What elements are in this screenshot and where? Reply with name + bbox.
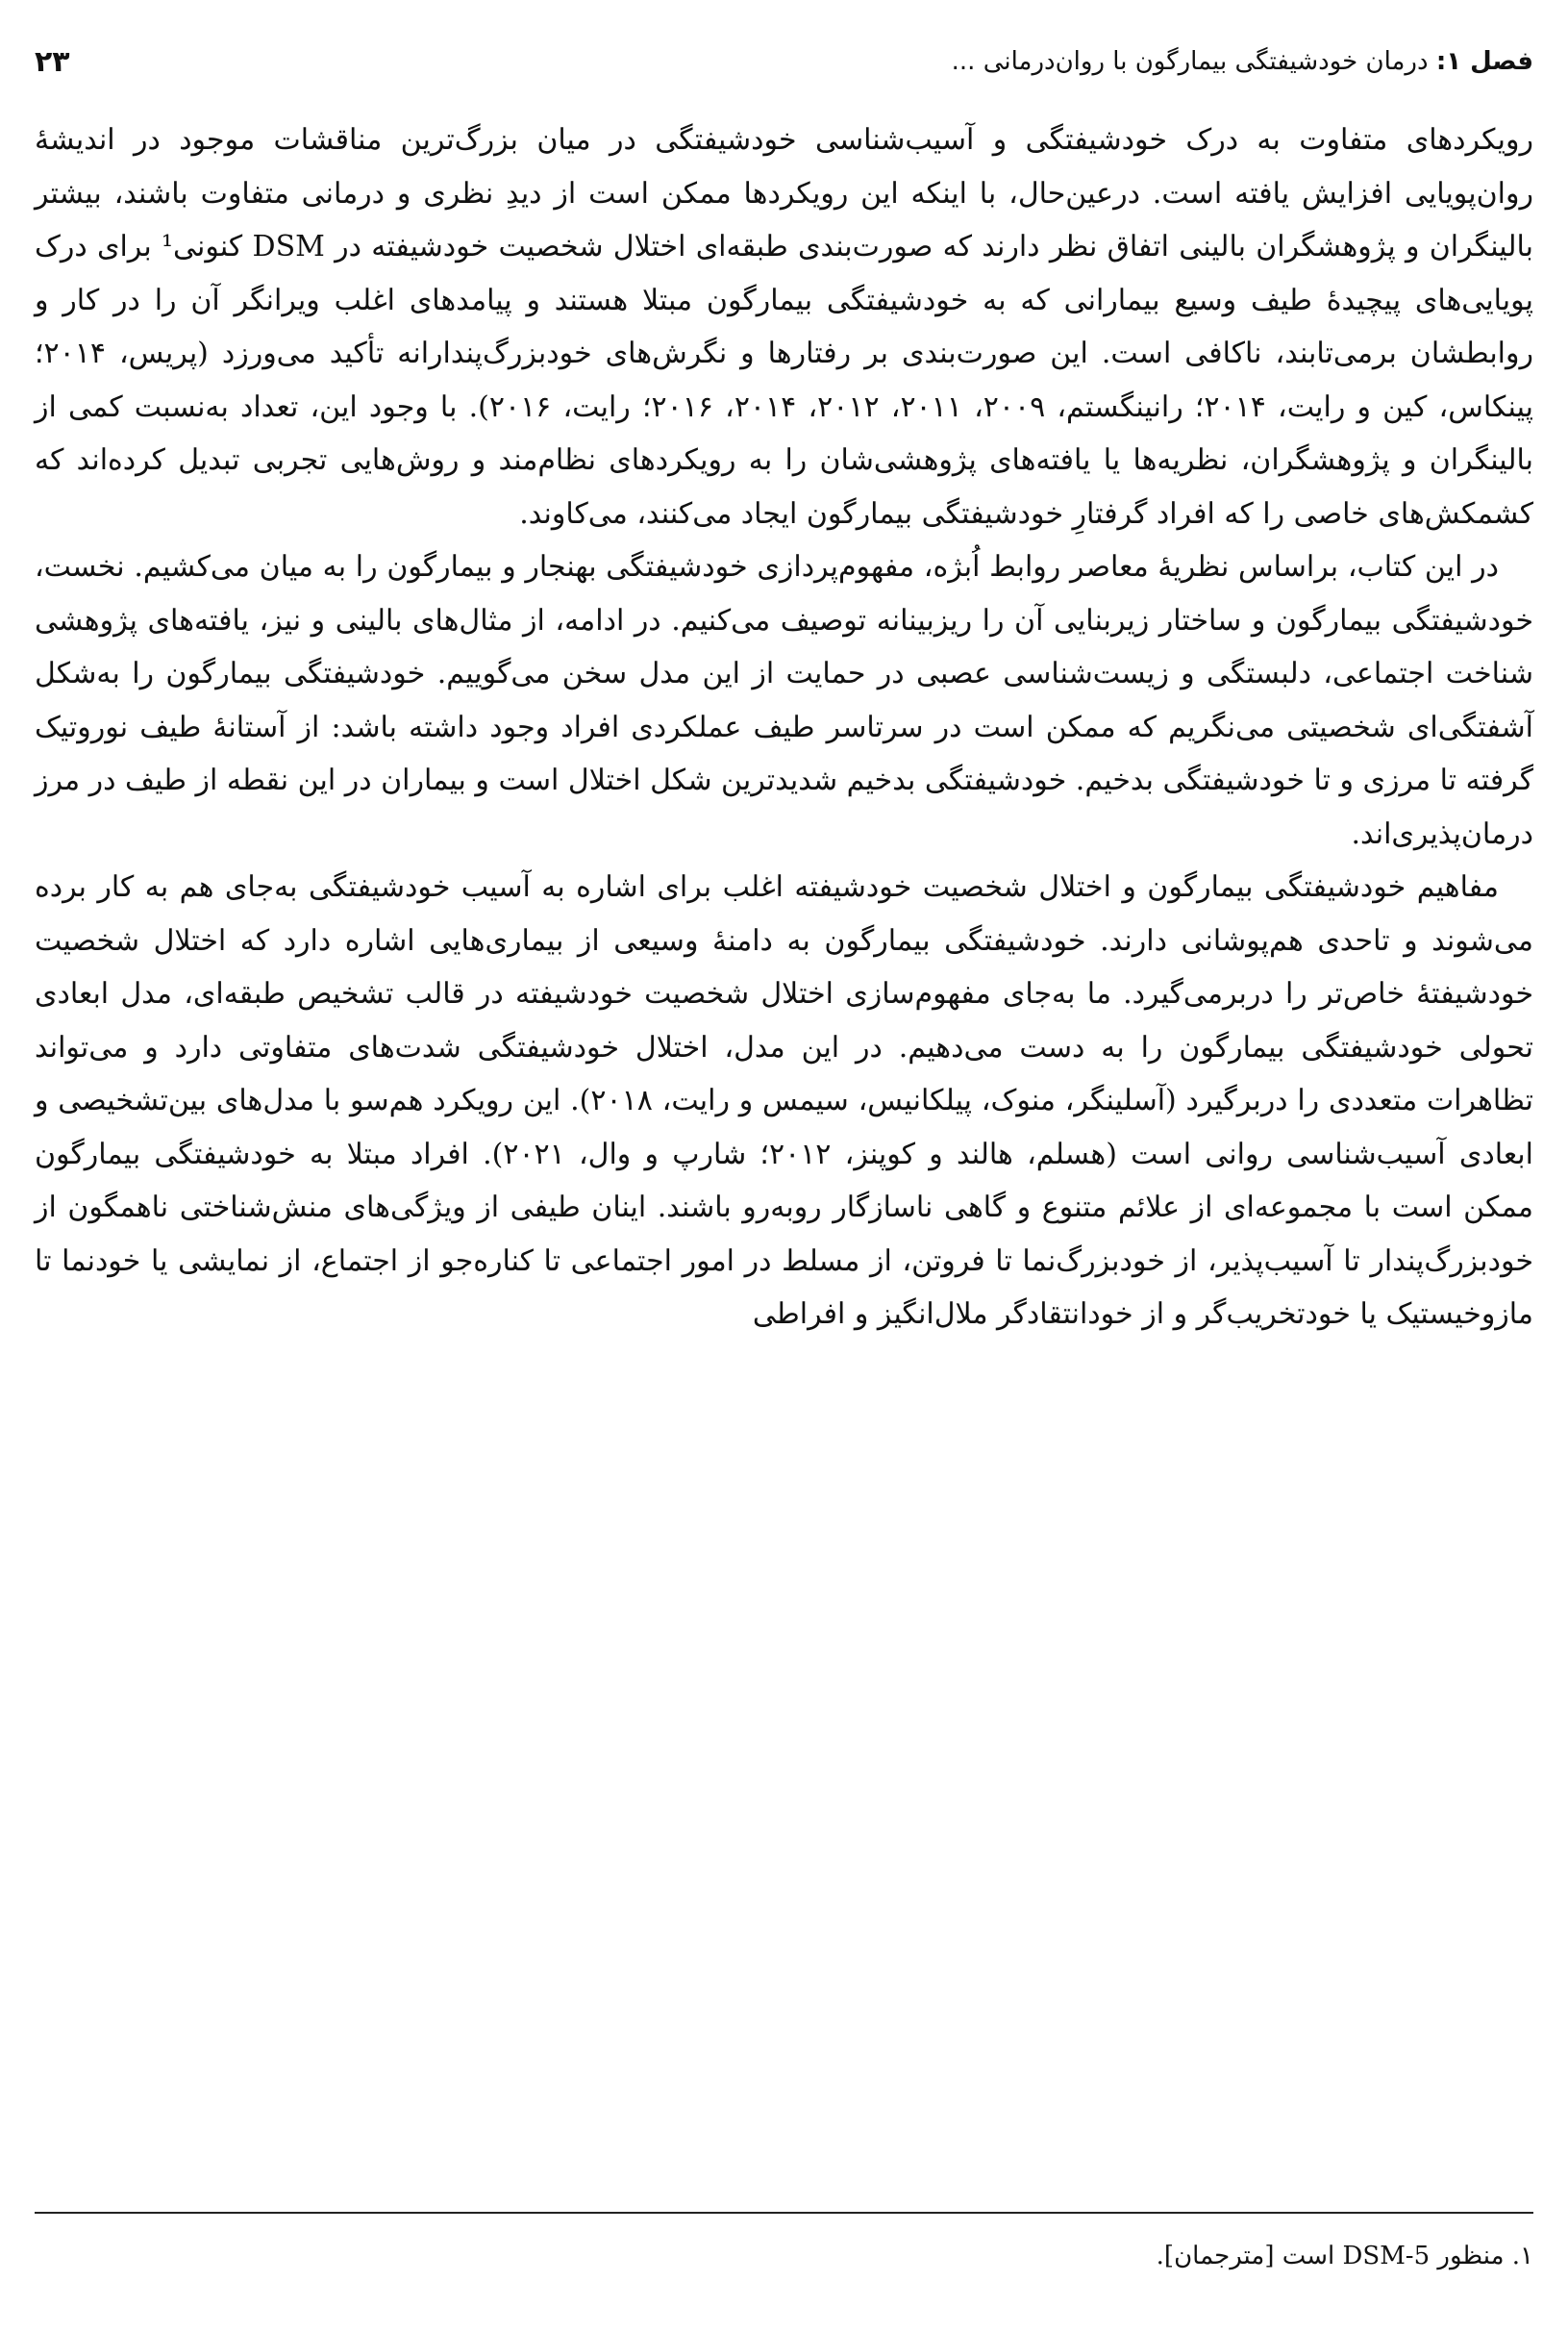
paragraph-3: مفاهیم خودشیفتگی بیمارگون و اختلال شخصیت خودشیفته اغلب برای اشاره به آسیب خودشیفتگی به‌جای هم به کار برده می‌شوند و تاحدی هم‌پوشانی دارند. خودشیفتگی بیمارگون به دامنهٔ وسیعی از بیماری‌هایی اشاره دارد که اختلال شخصیت خودشیفتهٔ خاص‌تر را دربرمی‌گیرد. ما به‌جای مفهوم‌سازی اختلال شخصیت خودشیفته در قالب تشخیص طبقه‌ای، مدل ابعادی تحولی خودشیفتگی بیمارگون را به دست می‌دهیم. در این مدل، اختلال خودشیفتگی شدت‌های متفاوتی دارد و می‌تواند تظاهرات متعددی را دربرگیرد (آسلینگر، منوک، پیلکانیس، سیمس و رایت، ۲۰۱۸). این رویکرد هم‌سو با مدل‌های بین‌تشخیصی و ابعادی آسیب‌شناسی روانی است (هسلم، هالند و کوپنز، ۲۰۱۲؛ شارپ و وال، ۲۰۲۱). افراد مبتلا به خودشیفتگی بیمارگون ممکن است با مجموعه‌ای از علائم متنوع و گاهی ناسازگار روبه‌رو باشند. اینان طیفی از ویژگی‌های منش‌شناختی ناهمگون از خودبزرگ‌پندار تا آسیب‌پذیر، از خودبزرگ‌نما تا فروتن، از مسلط در امور اجتماعی تا کناره‌جو از اجتماع، از نمایشی یا خودنما تا مازوخیستیک یا خودتخریب‌گر و از خودانتقادگر ملال‌انگیز و افراطی bbox=[35, 870, 1533, 1331]
body-text bbox=[35, 113, 1533, 1342]
running-header bbox=[35, 33, 1533, 90]
chapter-title bbox=[952, 47, 1533, 76]
paragraph-1: رویکردهای متفاوت به درک خودشیفتگی و آسیب‌شناسی خودشیفتگی در میان بزرگ‌ترین مناقشات موجود در اندیشهٔ روان‌پویایی افزایش یافته است. درعین‌حال، با اینکه این رویکردها ممکن است از دیدِ نظری و درمانی متفاوت باشند، بیشتر بالینگران و پژوهشگران بالینی اتفاق نظر دارند که صورت‌بندی طبقه‌ای اختلال شخصیت خودشیفته در DSM کنونی¹ برای درک پویایی‌های پیچیدهٔ طیف وسیع بیمارانی که به خودشیفتگی بیمارگون مبتلا هستند و پیامدهای اغلب ویرانگر آن را در کار و روابطشان برمی‌تابند، ناکافی است. این صورت‌بندی بر رفتارها و نگرش‌های خودبزرگ‌پندارانه تأکید می‌ورزد (پریس، ۲۰۱۴؛ پینکاس، کین و رایت، ۲۰۱۴؛ رانینگستم، ۲۰۰۹، ۲۰۱۱، ۲۰۱۲، ۲۰۱۴، ۲۰۱۶؛ رایت، ۲۰۱۶). با وجود این، تعداد به‌نسبت کمی از بالینگران و پژوهشگران، نظریه‌ها یا یافته‌های پژوهشی‌شان را به رویکردهای نظام‌مند و روش‌هایی تجربی تبدیل کرده‌اند که کشمکش‌های خاصی را که افراد گرفتارِ خودشیفتگی بیمارگون ایجاد می‌کنند، می‌کاوند. bbox=[35, 123, 1534, 531]
chapter-title-text: درمان خودشیفتگی بیمارگون با روان‌درمانی ... bbox=[951, 47, 1429, 76]
footnote: ۱. منظور DSM-5 است [مترجمان]. bbox=[1156, 2242, 1533, 2270]
footnote-divider bbox=[35, 2212, 1533, 2214]
chapter-label: فصل ۱: bbox=[1435, 47, 1533, 76]
paragraph-2: در این کتاب، براساس نظریهٔ معاصر روابط اُبژه، مفهوم‌پردازی خودشیفتگی بهنجار و بیمارگون را به میان می‌کشیم. نخست، خودشیفتگی بیمارگون و ساختار زیربنایی آن را ریزبینانه توصیف می‌کنیم. در ادامه، از مثال‌های بالینی و نیز، یافته‌های پژوهشی شناخت اجتماعی، دلبستگی و زیست‌شناسی عصبی در حمایت از این مدل سخن می‌گوییم. خودشیفتگی بیمارگون را به‌شکل آشفتگی‌ای شخصیتی می‌نگریم که ممکن است در سرتاسر طیف عملکردی افراد وجود داشته باشد: از آستانهٔ طیف نوروتیک گرفته تا مرزی و تا خودشیفتگی بدخیم. خودشیفتگی بدخیم شدیدترین شکل اختلال است و بیماران در این نقطه از طیف در مرز درمان‌پذیری‌اند. bbox=[35, 550, 1533, 851]
page-number: ۲۳ bbox=[35, 44, 70, 79]
